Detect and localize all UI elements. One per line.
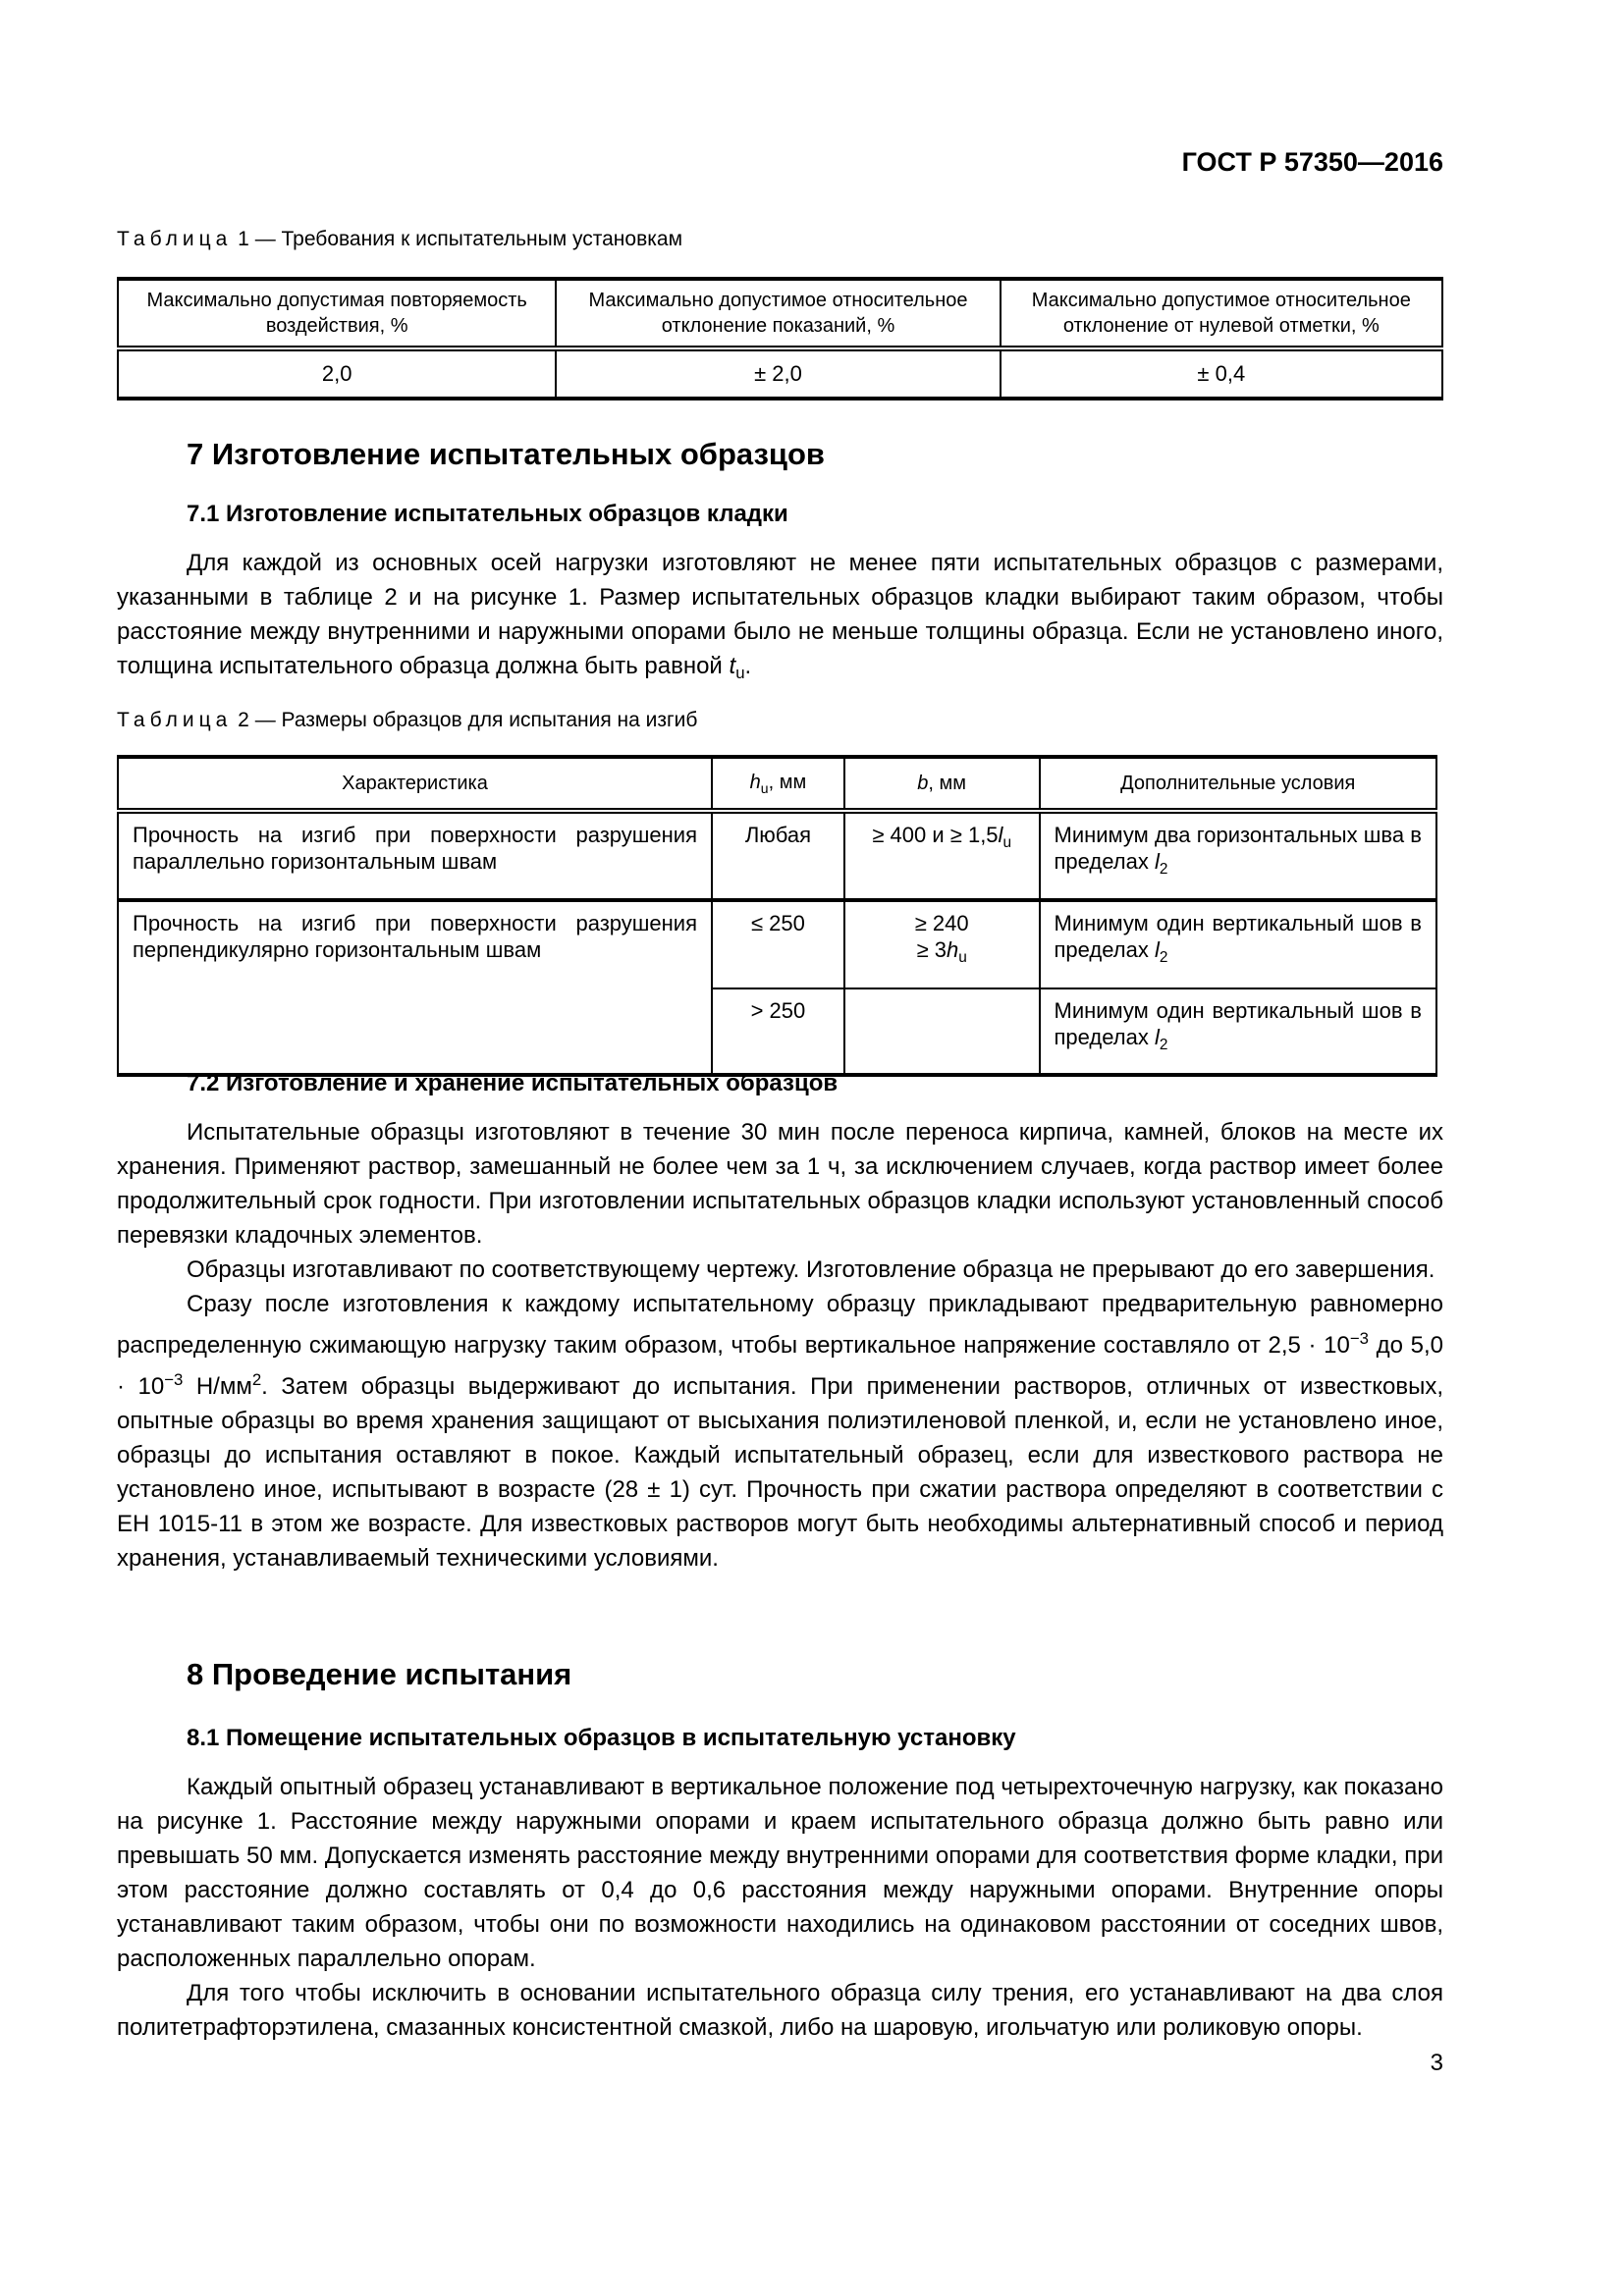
section-8-1-text [117, 1770, 1443, 2045]
superscript: −3 [164, 1370, 184, 1389]
cell-text: ≥ 3 [916, 937, 947, 962]
paragraph-text: . Затем образцы выдерживают до испытания. При применении растворов, отличных от известковых, опытные образцы во время хранения защищают от высыхания полиэтиленовой пленкой, и, если не установлено иное, образцы до испытания оставляют в покое. Каждый испытательный образец, если для известкового раствора не установлено иное, испытывают в возрасте (28 ± 1) сут. Прочность при сжатии раствора определяют в соответствии с ЕН 1015-11 в этом же возрасте. Для известковых растворов могут быть необходимы альтернативный способ и период хранения, устанавливаемый техническими условиями. [117, 1373, 1443, 1572]
cell-text: Минимум один вертикальный шов в пределах [1054, 911, 1422, 962]
table2-cell-hu: > 250 [712, 988, 844, 1075]
page-number: 3 [1430, 2050, 1443, 2076]
table2-caption-text: 2 — Размеры образцов для испытания на изгиб [232, 709, 698, 731]
cell-text [849, 936, 1035, 971]
table2-caption-prefix: Таблица [117, 709, 233, 731]
symbol: l [1154, 937, 1160, 962]
section-7-2-heading: 7.2 Изготовление и хранение испытательных образцов [187, 1070, 839, 1096]
table1-header-cell: Максимально допустимое относительное отклонение показаний, % [556, 279, 1000, 348]
paragraph-text: . [744, 653, 752, 679]
table1-header-cell: Максимально допустимая повторяемость воздействия, % [118, 279, 556, 348]
table2-cell-condition [1040, 900, 1437, 988]
paragraph-text: Н/мм [183, 1373, 252, 1400]
section-7-2-text [117, 1115, 1443, 1575]
table2-caption [117, 709, 697, 732]
table2-header-cell [712, 757, 844, 811]
paragraph: Каждый опытный образец устанавливают в вертикальное положение под четырехточечную нагрузку, как показано на рисунке 1. Расстояние между наружными опорами и краем испытательного образца должно быть равно или превышать 50 мм. Допускается изменять расстояние между внутренними опорами для соответствия форме кладки, при этом расстояние должно составлять от 0,4 до 0,6 расстояния между наружными опорами. Внутренние опоры устанавливают таким образом, чтобы они по возможности находились на одинаковом расстоянии от соседних швов, расположенных параллельно опорам. [117, 1774, 1443, 1972]
table2-header-cell: Характеристика [118, 757, 712, 811]
cell-text: ≥ 400 и ≥ 1,5 [872, 823, 999, 847]
paragraph-text: Сразу после изготовления к каждому испытательному образцу прикладывают предварительную равномерно распределенную сжимающую нагрузку таким образом, чтобы вертикальное напряжение составляло от 2,5 · 10 [117, 1291, 1443, 1359]
subscript: u [735, 664, 745, 682]
table2-cell-condition [1040, 811, 1437, 900]
table2-header-cell: Дополнительные условия [1040, 757, 1437, 811]
subscript: 2 [1159, 949, 1168, 966]
table1-cell: ± 0,4 [1001, 348, 1442, 399]
section-7-heading: 7 Изготовление испытательных образцов [187, 437, 825, 471]
unit: , мм [928, 772, 967, 794]
table-row [118, 900, 1436, 988]
table-row [118, 348, 1442, 399]
subscript: 2 [1159, 1037, 1168, 1053]
paragraph: Для того чтобы исключить в основании испытательного образца силу трения, его устанавливают на два слоя политетрафторэтилена, смазанных консистентной смазкой, либо на шаровую, игольчатую или роликовую опоры. [117, 1980, 1443, 2041]
table1-cell: ± 2,0 [556, 348, 1000, 399]
table1-header-row [118, 279, 1442, 348]
paragraph: Испытательные образцы изготовляют в течение 30 мин после переноса кирпича, камней, блоков на месте их хранения. Применяют раствор, замешанный не более чем за 1 ч, за исключением случаев, когда раствор имеет более продолжительный срок годности. При изготовлении испытательных образцов кладки используют установленный способ перевязки кладочных элементов. [117, 1119, 1443, 1249]
paragraph-text: до 5,0 · 10 [117, 1332, 1443, 1400]
table1-caption [117, 228, 682, 251]
symbol: l [1154, 1025, 1160, 1049]
subscript: u [760, 779, 769, 796]
table1-cell: 2,0 [118, 348, 556, 399]
paragraph [117, 546, 1443, 690]
symbol: l [1154, 849, 1160, 874]
table1-caption-text: 1 — Требования к испытательным установкам [232, 228, 683, 250]
superscript: 2 [251, 1370, 262, 1389]
symbol: t [729, 653, 736, 679]
cell-text: ≥ 240 [914, 911, 969, 935]
section-8-heading: 8 Проведение испытания [187, 1657, 572, 1691]
table1-caption-prefix: Таблица [117, 228, 233, 250]
section-7-1-text [117, 546, 1443, 690]
table2-cell-hu: ≤ 250 [712, 900, 844, 988]
symbol: h [946, 937, 959, 962]
paragraph-text: Для каждой из основных осей нагрузки изготовляют не менее пяти испытательных образцов с размерами, указанными в таблице 2 и на рисунке 1. Размер испытательных образцов кладки выбирают таким образом, чтобы расстояние между внутренними и наружными опорами было не меньше толщины образца. Если не установлено иного, толщина испытательного образца должна быть равной [117, 550, 1443, 679]
unit: , мм [768, 771, 807, 793]
table1 [117, 277, 1443, 400]
subscript: u [958, 949, 967, 966]
symbol: h [749, 771, 761, 793]
table2-cell-hu: Любая [712, 811, 844, 900]
table2-cell-characteristic: Прочность на изгиб при поверхности разрушения перпендикулярно горизонтальным швам [118, 900, 712, 1075]
table2-header-row [118, 757, 1436, 811]
subscript: 2 [1159, 861, 1168, 878]
table2-cell-characteristic: Прочность на изгиб при поверхности разрушения параллельно горизонтальным швам [118, 811, 712, 900]
table2-header-cell [844, 757, 1040, 811]
subscript: u [1002, 834, 1011, 851]
table2-cell-b [844, 811, 1040, 900]
table-row [118, 811, 1436, 900]
cell-text: Минимум один вертикальный шов в пределах [1054, 998, 1422, 1049]
table2-cell-b [844, 988, 1040, 1075]
table2-cell-b [844, 900, 1040, 988]
document-code: ГОСТ Р 57350—2016 [1181, 147, 1443, 177]
paragraph: Образцы изготавливают по соответствующему чертежу. Изготовление образца не прерывают до его завершения. [187, 1256, 1435, 1283]
cell-text: Минимум два горизонтальных шва в пределах [1054, 823, 1422, 874]
symbol: b [917, 772, 929, 794]
section-7-1-heading: 7.1 Изготовление испытательных образцов кладки [187, 501, 788, 527]
superscript: −3 [1349, 1329, 1369, 1348]
symbol: l [998, 823, 1003, 847]
paragraph [117, 1287, 1443, 1575]
table2-cell-condition [1040, 988, 1437, 1075]
table2 [117, 755, 1437, 1077]
section-8-1-heading: 8.1 Помещение испытательных образцов в испытательную установку [187, 1725, 1016, 1751]
table1-header-cell: Максимально допустимое относительное отклонение от нулевой отметки, % [1001, 279, 1442, 348]
